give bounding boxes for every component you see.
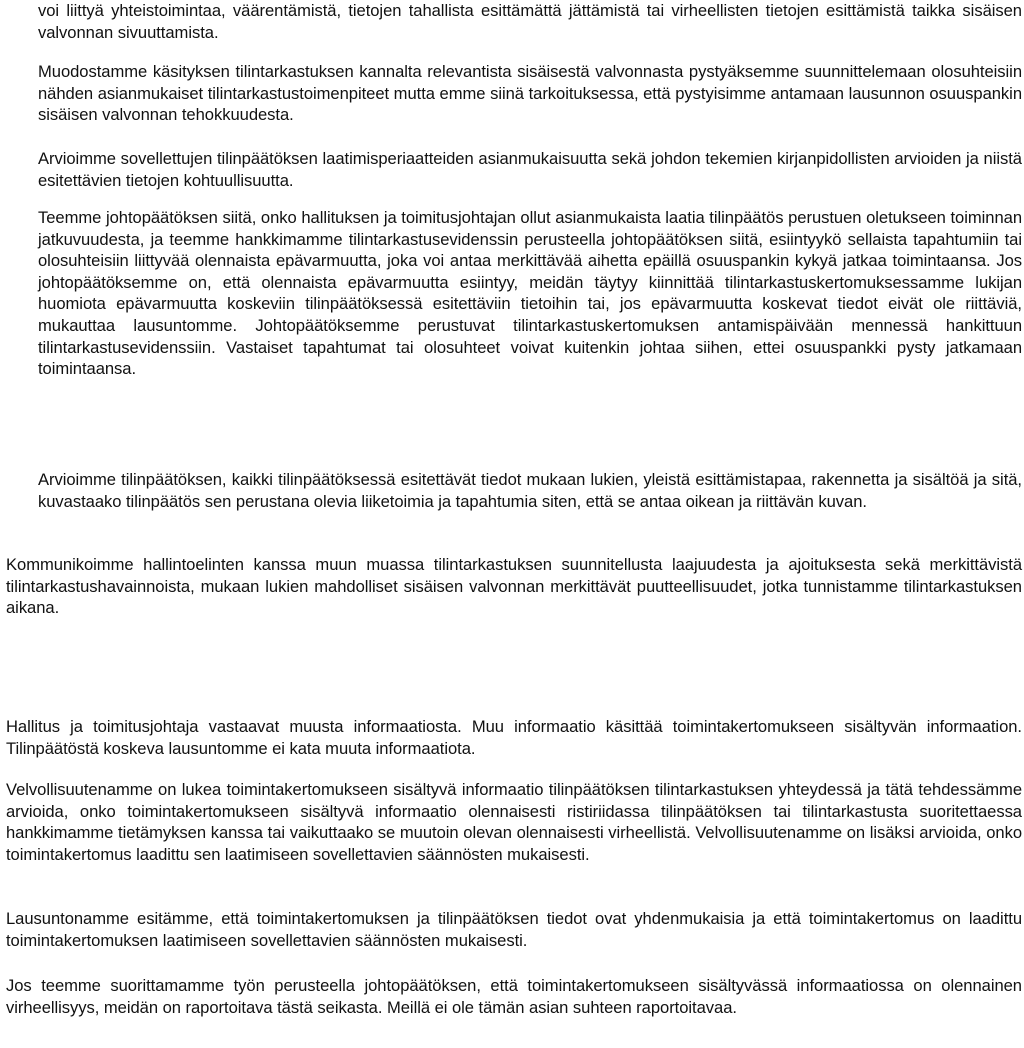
paragraph-misstatement-reporting: Jos teemme suorittamamme työn perusteella johtopäätöksen, että toimintakertomukseen sisältyvässä informaatiossa on olennainen virheellisyys, meidän on raportoitava tästä seikasta. Meillä ei ole tämän asian suhteen raportoitavaa. (6, 976, 1022, 1017)
paragraph-our-responsibility: Velvollisuutenamme on lukea toimintakertomukseen sisältyvä informaatio tilinpäätöksen tilintarkastuksen yhteydessä ja tätä tehdessämme arvioida, onko toimintakertomukseen sisältyvä informaatio olennaisesti ristiriidassa tilinpäätöksen tai tilintarkastusta suoritettaessa hankkimamme tietämyksen kanssa tai vaikuttaako se muutoin olevan olennaisesti virheellistä. Velvollisuutenamme on lisäksi arvioida, onko toimintakertomus laadittu sen laatimiseen sovellettavien säännösten mukaisesti. (6, 780, 1022, 864)
paragraph-overall-presentation: Arvioimme tilinpäätöksen, kaikki tilinpäätöksessä esitettävät tiedot mukaan lukien, yleistä esittämistapaa, rakennetta ja sisältöä ja sitä, kuvastaako tilinpäätös sen perustana olevia liiketoimia ja tapahtumia siten, että se antaa oikean ja riittävän kuvan. (38, 470, 1022, 511)
paragraph-going-concern: Teemme johtopäätöksen siitä, onko hallituksen ja toimitusjohtajan ollut asianmukaista laatia tilinpäätös perustuen oletukseen toiminnan jatkuvuudesta, ja teemme hankkimamme tilintarkastusevidenssin perusteella johtopäätöksen siitä, esiintyykö sellaista tapahtumiin tai olosuhteisiin liittyvää olennaista epävarmuutta, joka voi antaa merkittävää aihetta epäillä osuuspankin kykyä jatkaa toimintaansa. Jos johtopäätöksemme on, että olennaista epävarmuutta esiintyy, meidän täytyy kiinnittää tilintarkastuskertomuksessamme lukijan huomiota epävarmuutta koskeviin tilinpäätöksessä esitettäviin tietoihin tai, jos epävarmuutta koskevat tiedot eivät ole riittäviä, mukauttaa lausuntomme. Johtopäätöksemme perustuvat tilintarkastuskertomuksen antamispäivään mennessä hankittuun tilintarkastusevidenssiin. Vastaiset tapahtumat tai olosuhteet voivat kuitenkin johtaa siihen, ettei osuuspankki pysty jatkamaan toimintaansa. (38, 208, 1022, 379)
paragraph-internal-control: Muodostamme käsityksen tilintarkastuksen kannalta relevantista sisäisestä valvonnasta pystyäksemme suunnittelemaan olosuhteisiin nähden asianmukaiset tilintarkastustoimenpiteet mutta emme siinä tarkoituksessa, että pystyisimme antamaan lausunnon osuuspankin sisäisen valvonnan tehokkuudesta. (38, 62, 1022, 125)
paragraph-accounting-policies: Arvioimme sovellettujen tilinpäätöksen laatimisperiaatteiden asianmukaisuutta sekä johdon tekemien kirjanpidollisten arvioiden ja niistä esitettävien tietojen kohtuullisuutta. (38, 149, 1022, 190)
paragraph-continuation: voi liittyä yhteistoimintaa, väärentämistä, tietojen tahallista esittämättä jättämistä tai virheellisten tietojen esittämistä taikka sisäisen valvonnan sivuuttamista. (38, 1, 1022, 42)
paragraph-opinion-consistency: Lausuntonamme esitämme, että toimintakertomuksen ja tilinpäätöksen tiedot ovat yhdenmukaisia ja että toimintakertomus on laadittu toimintakertomuksen laatimiseen sovellettavien säännösten mukaisesti. (6, 909, 1022, 950)
paragraph-communication: Kommunikoimme hallintoelinten kanssa muun muassa tilintarkastuksen suunnitellusta laajuudesta ja ajoituksesta sekä merkittävistä tilintarkastushavainnoista, mukaan lukien mahdolliset sisäisen valvonnan merkittävät puutteellisuudet, jotka tunnistamme tilintarkastuksen aikana. (6, 555, 1022, 618)
paragraph-other-information: Hallitus ja toimitusjohtaja vastaavat muusta informaatiosta. Muu informaatio käsittää toimintakertomukseen sisältyvän informaation. Tilinpäätöstä koskeva lausuntomme ei kata muuta informaatiota. (6, 717, 1022, 758)
